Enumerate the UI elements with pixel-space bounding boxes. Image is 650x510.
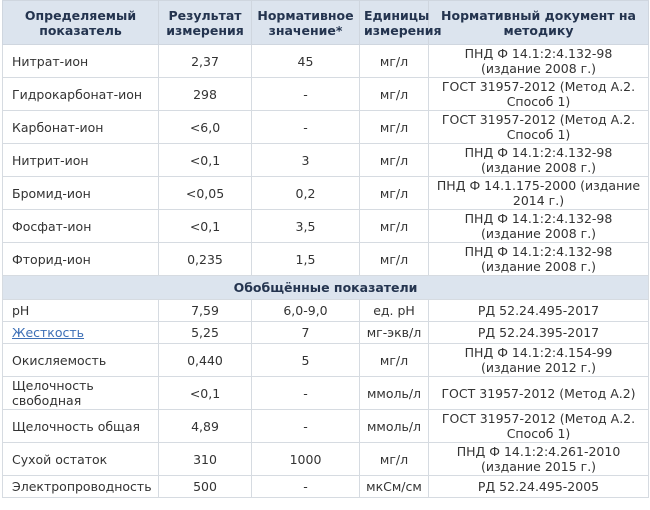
param-cell xyxy=(3,322,159,344)
doc-cell: ПНД Ф 14.1:2:4.132-98 (издание 2008 г.) xyxy=(429,243,649,276)
result-cell: 7,59 xyxy=(159,300,252,322)
table-row xyxy=(3,322,649,344)
table-row xyxy=(3,78,649,111)
result-cell: 0,440 xyxy=(159,344,252,377)
header-param: Определяемый показатель xyxy=(3,1,159,45)
norm-cell: 3 xyxy=(252,144,360,177)
table-row xyxy=(3,111,649,144)
unit-cell: мг/л xyxy=(360,45,429,78)
norm-cell: - xyxy=(252,476,360,498)
doc-cell: РД 52.24.495-2017 xyxy=(429,300,649,322)
unit-cell: мг/л xyxy=(360,243,429,276)
norm-cell: - xyxy=(252,78,360,111)
result-cell: 4,89 xyxy=(159,410,252,443)
table-row xyxy=(3,476,649,498)
unit-cell: ед. pH xyxy=(360,300,429,322)
table-row xyxy=(3,210,649,243)
norm-cell: - xyxy=(252,111,360,144)
table-row xyxy=(3,144,649,177)
header-unit: Единицы измерения xyxy=(360,1,429,45)
unit-cell: ммоль/л xyxy=(360,410,429,443)
doc-cell: ГОСТ 31957-2012 (Метод А.2) xyxy=(429,377,649,410)
param-cell: Фторид-ион xyxy=(3,243,159,276)
norm-cell: 0,2 xyxy=(252,177,360,210)
group-title: Обобщённые показатели xyxy=(3,276,649,300)
header-doc: Нормативный документ на методику xyxy=(429,1,649,45)
result-cell: 310 xyxy=(159,443,252,476)
table-header-row xyxy=(3,1,649,45)
result-cell: 5,25 xyxy=(159,322,252,344)
doc-cell: ПНД Ф 14.1:2:4.154-99 (издание 2012 г.) xyxy=(429,344,649,377)
norm-cell: - xyxy=(252,377,360,410)
result-cell: 298 xyxy=(159,78,252,111)
table-row xyxy=(3,300,649,322)
doc-cell: РД 52.24.495-2005 xyxy=(429,476,649,498)
doc-cell: ПНД Ф 14.1:2:4.132-98 (издание 2008 г.) xyxy=(429,210,649,243)
hardness-link[interactable]: Жесткость xyxy=(12,325,85,340)
norm-cell: - xyxy=(252,410,360,443)
unit-cell: мг/л xyxy=(360,111,429,144)
table-row xyxy=(3,45,649,78)
param-cell: Щелочность общая xyxy=(3,410,159,443)
param-cell: Щелочность свободная xyxy=(3,377,159,410)
doc-cell: ПНД Ф 14.1:2:4.132-98 (издание 2008 г.) xyxy=(429,144,649,177)
result-cell: <6,0 xyxy=(159,111,252,144)
param-cell: Нитрат-ион xyxy=(3,45,159,78)
param-cell: Нитрит-ион xyxy=(3,144,159,177)
table-body-bottom xyxy=(3,300,649,498)
doc-cell: ПНД Ф 14.1.175-2000 (издание 2014 г.) xyxy=(429,177,649,210)
norm-cell: 1,5 xyxy=(252,243,360,276)
result-cell: <0,1 xyxy=(159,144,252,177)
unit-cell: мг/л xyxy=(360,443,429,476)
norm-cell: 7 xyxy=(252,322,360,344)
doc-cell: ГОСТ 31957-2012 (Метод А.2. Способ 1) xyxy=(429,78,649,111)
table-row xyxy=(3,443,649,476)
param-cell: pH xyxy=(3,300,159,322)
table-body-top xyxy=(3,45,649,276)
param-cell: Бромид-ион xyxy=(3,177,159,210)
doc-cell: РД 52.24.395-2017 xyxy=(429,322,649,344)
param-cell: Карбонат-ион xyxy=(3,111,159,144)
group-header-row xyxy=(3,276,649,300)
unit-cell: мг/л xyxy=(360,78,429,111)
param-cell: Электропроводность xyxy=(3,476,159,498)
table-group-section xyxy=(3,276,649,300)
header-result: Результат измерения xyxy=(159,1,252,45)
result-cell: 0,235 xyxy=(159,243,252,276)
unit-cell: мг-экв/л xyxy=(360,322,429,344)
param-cell: Сухой остаток xyxy=(3,443,159,476)
param-cell: Фосфат-ион xyxy=(3,210,159,243)
norm-cell: 6,0-9,0 xyxy=(252,300,360,322)
param-cell: Гидрокарбонат-ион xyxy=(3,78,159,111)
table-row xyxy=(3,377,649,410)
unit-cell: мг/л xyxy=(360,144,429,177)
table-row xyxy=(3,177,649,210)
unit-cell: мг/л xyxy=(360,177,429,210)
result-cell: <0,05 xyxy=(159,177,252,210)
result-cell: <0,1 xyxy=(159,377,252,410)
norm-cell: 1000 xyxy=(252,443,360,476)
param-cell: Окисляемость xyxy=(3,344,159,377)
doc-cell: ГОСТ 31957-2012 (Метод А.2. Способ 1) xyxy=(429,111,649,144)
doc-cell: ГОСТ 31957-2012 (Метод А.2. Способ 1) xyxy=(429,410,649,443)
result-cell: <0,1 xyxy=(159,210,252,243)
header-norm: Нормативное значение* xyxy=(252,1,360,45)
table-row xyxy=(3,344,649,377)
unit-cell: мг/л xyxy=(360,344,429,377)
result-cell: 2,37 xyxy=(159,45,252,78)
result-cell: 500 xyxy=(159,476,252,498)
doc-cell: ПНД Ф 14.1:2:4.132-98 (издание 2008 г.) xyxy=(429,45,649,78)
doc-cell: ПНД Ф 14.1:2:4.261-2010 (издание 2015 г.) xyxy=(429,443,649,476)
norm-cell: 45 xyxy=(252,45,360,78)
norm-cell: 3,5 xyxy=(252,210,360,243)
analysis-results-table xyxy=(2,0,649,498)
unit-cell: мг/л xyxy=(360,210,429,243)
norm-cell: 5 xyxy=(252,344,360,377)
table-row xyxy=(3,410,649,443)
table-row xyxy=(3,243,649,276)
unit-cell: мкСм/см xyxy=(360,476,429,498)
unit-cell: ммоль/л xyxy=(360,377,429,410)
